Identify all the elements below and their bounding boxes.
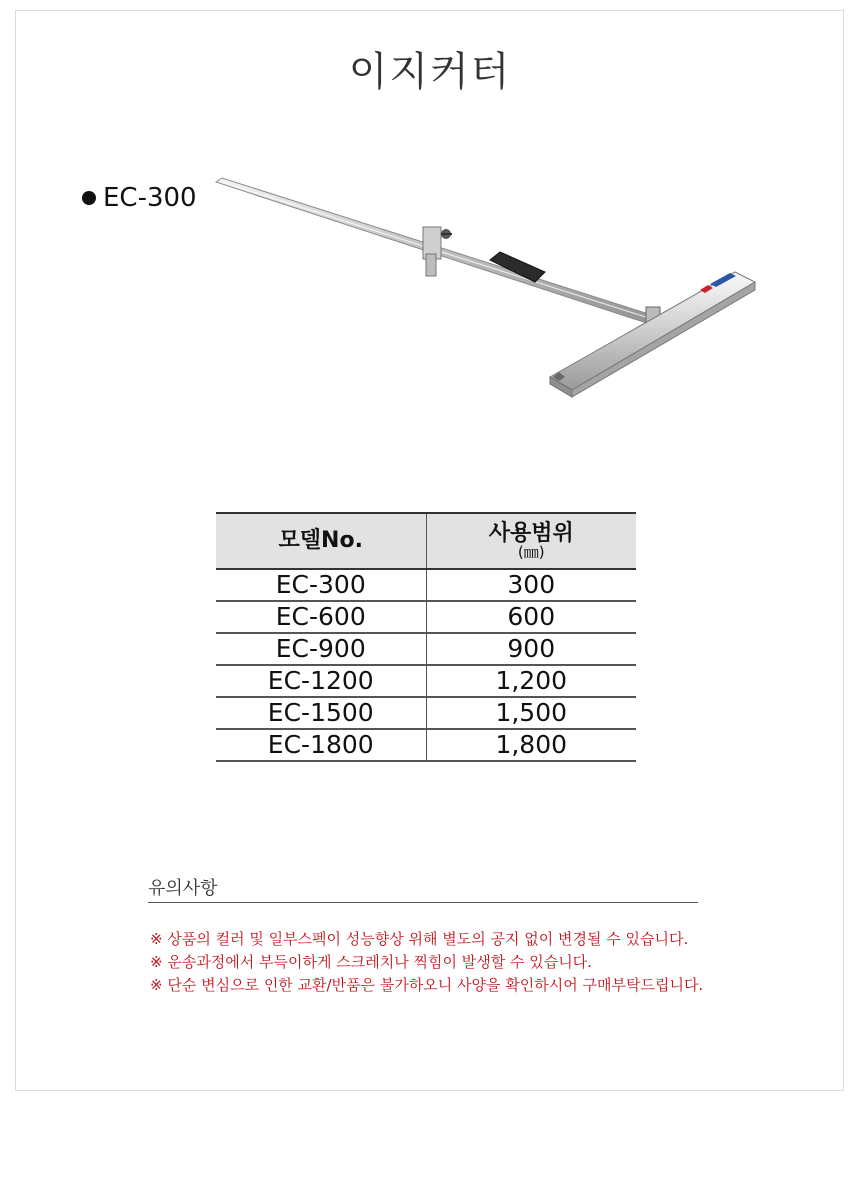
note-item: ※ 운송과정에서 부득이하게 스크레치나 찍힘이 발생할 수 있습니다. bbox=[150, 953, 592, 971]
notes-title: 유의사항 bbox=[148, 878, 218, 899]
cell-range: 1,500 bbox=[426, 697, 636, 729]
page-title: 이지커터 bbox=[348, 49, 512, 95]
header-range: 사용범위 (㎜) bbox=[426, 513, 636, 569]
header-model: 모델No. bbox=[216, 513, 426, 569]
bullet-icon bbox=[82, 191, 96, 205]
note-item: ※ 상품의 컬러 및 일부스펙이 성능향상 위해 별도의 공지 없이 변경될 수 있습니다. bbox=[150, 930, 689, 948]
notes-list bbox=[150, 928, 703, 997]
table-row bbox=[216, 601, 636, 633]
product-image bbox=[210, 172, 770, 402]
cell-model: EC-1800 bbox=[216, 729, 426, 761]
spec-table bbox=[216, 512, 636, 762]
cell-model: EC-600 bbox=[216, 601, 426, 633]
model-label bbox=[82, 183, 197, 213]
header-unit: (㎜) bbox=[517, 542, 545, 561]
cell-range: 300 bbox=[426, 569, 636, 601]
table-row bbox=[216, 729, 636, 761]
table-row bbox=[216, 569, 636, 601]
model-name: EC-300 bbox=[103, 183, 197, 213]
notes-divider bbox=[148, 902, 698, 903]
cell-range: 1,200 bbox=[426, 665, 636, 697]
cell-model: EC-300 bbox=[216, 569, 426, 601]
note-item: ※ 단순 변심으로 인한 교환/반품은 불가하오니 사양을 확인하시어 구매부탁드립니다. bbox=[150, 976, 704, 994]
table-header-row bbox=[216, 513, 636, 569]
table-row bbox=[216, 665, 636, 697]
cell-model: EC-900 bbox=[216, 633, 426, 665]
cell-model: EC-1200 bbox=[216, 665, 426, 697]
table-row bbox=[216, 697, 636, 729]
table-row bbox=[216, 633, 636, 665]
cell-model: EC-1500 bbox=[216, 697, 426, 729]
cell-range: 900 bbox=[426, 633, 636, 665]
cell-range: 600 bbox=[426, 601, 636, 633]
cell-range: 1,800 bbox=[426, 729, 636, 761]
